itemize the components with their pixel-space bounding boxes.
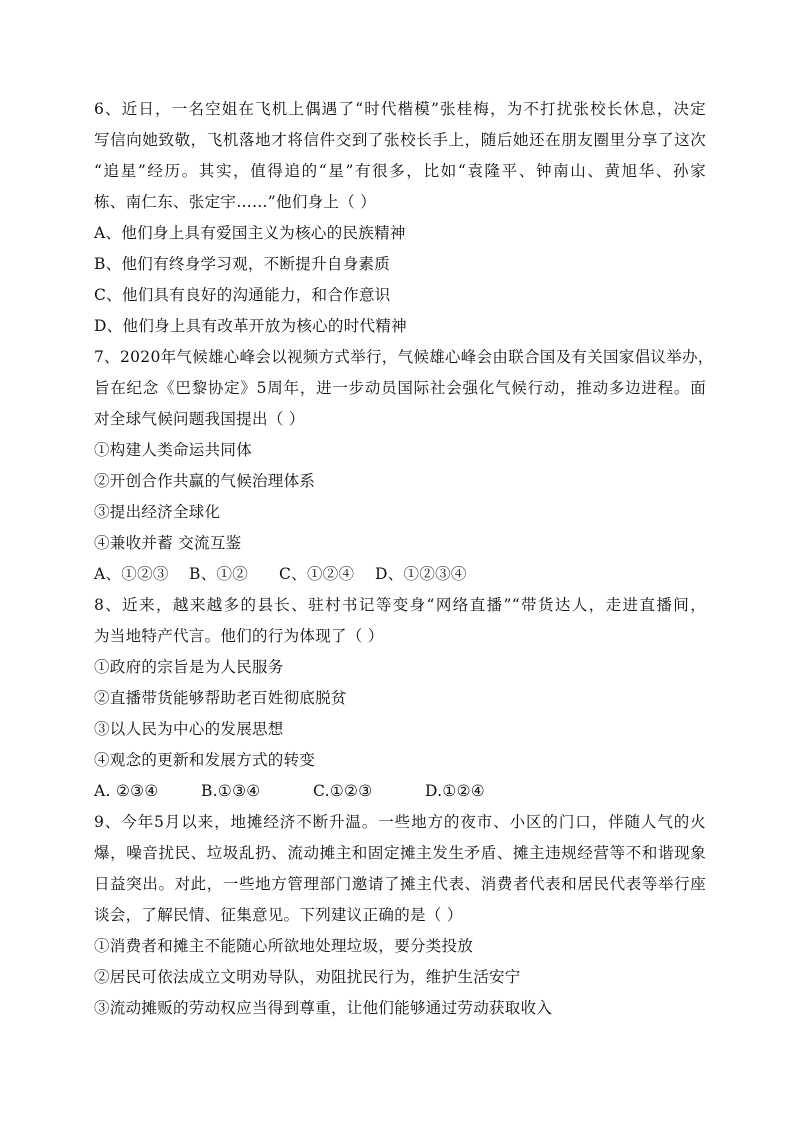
question-9-stem-line-3: 日益突出。对此，一些地方管理部门邀请了摊主代表、消费者代表和居民代表等举行座 <box>94 875 706 893</box>
question-8-choice-d: D.①②④ <box>425 782 485 800</box>
question-8-choices <box>94 776 706 807</box>
question-6-stem-line-1: 6、近日，一名空姐在飞机上偶遇了“时代楷模”张桂梅，为不打扰张校长休息，决定 <box>94 100 706 118</box>
question-9-statement-1: ①消费者和摊主不能随心所欲地处理垃圾，要分类投放 <box>94 937 474 955</box>
question-7-choice-d: D、①②③④ <box>375 565 467 583</box>
question-7 <box>94 342 714 590</box>
question-9 <box>94 807 706 1024</box>
question-7-choice-c: C、①②④ <box>279 565 355 583</box>
question-9-stem-line-1: 9、今年5月以来，地摊经济不断升温。一些地方的夜市、小区的门口，伴随人气的火 <box>94 813 706 831</box>
question-7-stem-line-2: 旨在纪念《巴黎协定》5周年，进一步动员国际社会强化气候行动，推动多边进程。面 <box>94 379 706 397</box>
question-8-statement-3: ③以人民为中心的发展思想 <box>94 720 284 738</box>
question-7-statement-4: ④兼收并蓄 交流互鉴 <box>94 534 242 552</box>
question-7-choice-b: B、①② <box>189 565 249 583</box>
question-7-stem-line-1: 7、2020年气候雄心峰会以视频方式举行，气候雄心峰会由联合国及有关国家倡议举办， <box>94 348 714 366</box>
question-7-statement-3: ③提出经济全球化 <box>94 503 221 521</box>
question-8-choice-b: B.①③④ <box>201 782 261 800</box>
question-8-statement-4: ④观念的更新和发展方式的转变 <box>94 751 316 769</box>
question-8-statement-2: ②直播带货能够帮助老百姓彻底脱贫 <box>94 689 347 707</box>
question-7-choices <box>94 559 706 590</box>
question-9-statement-3: ③流动摊贩的劳动权应当得到尊重，让他们能够通过劳动获取收入 <box>94 999 553 1017</box>
question-8-choice-a: A. ②③④ <box>94 782 159 800</box>
question-6-stem-line-3: “追星”经历。其实，值得追的“星”有很多，比如“袁隆平、钟南山、黄旭华、孙家 <box>94 162 706 180</box>
question-8 <box>94 590 706 807</box>
question-8-statement-1: ①政府的宗旨是为人民服务 <box>94 658 284 676</box>
question-6-stem-line-2: 写信向她致敬，飞机落地才将信件交到了张校长手上，随后她还在朋友圈里分享了这次 <box>94 131 706 149</box>
question-6 <box>94 94 706 342</box>
question-7-choice-a: A、①②③ <box>94 565 169 583</box>
question-9-stem-line-4: 谈会，了解民情、征集意见。下列建议正确的是（ ） <box>94 906 463 924</box>
question-8-choice-c: C.①②③ <box>313 782 373 800</box>
question-7-stem-line-3: 对全球气候问题我国提出（ ） <box>94 410 305 428</box>
question-6-stem-line-4: 栋、南仁东、张定宇……”他们身上（ ） <box>94 193 377 211</box>
question-6-option-a: A、他们身上具有爱国主义为核心的民族精神 <box>94 224 406 242</box>
question-6-option-c: C、他们具有良好的沟通能力，和合作意识 <box>94 286 391 304</box>
question-9-statement-2: ②居民可依法成立文明劝导队，劝阻扰民行为，维护生活安宁 <box>94 968 521 986</box>
question-6-option-d: D、他们身上具有改革开放为核心的时代精神 <box>94 317 407 335</box>
question-6-option-b: B、他们有终身学习观，不断提升自身素质 <box>94 255 391 273</box>
page-content <box>94 94 714 1024</box>
question-7-statement-1: ①构建人类命运共同体 <box>94 441 253 459</box>
question-9-stem-line-2: 爆，噪音扰民、垃圾乱扔、流动摊主和固定摊主发生矛盾、摊主违规经营等不和谐现象 <box>94 844 706 862</box>
question-7-statement-2: ②开创合作共赢的气候治理体系 <box>94 472 316 490</box>
question-8-stem-line-1: 8、近来，越来越多的县长、驻村书记等变身“网络直播”“带货达人，走进直播间， <box>94 596 706 614</box>
question-8-stem-line-2: 为当地特产代言。他们的行为体现了（ ） <box>94 627 384 645</box>
